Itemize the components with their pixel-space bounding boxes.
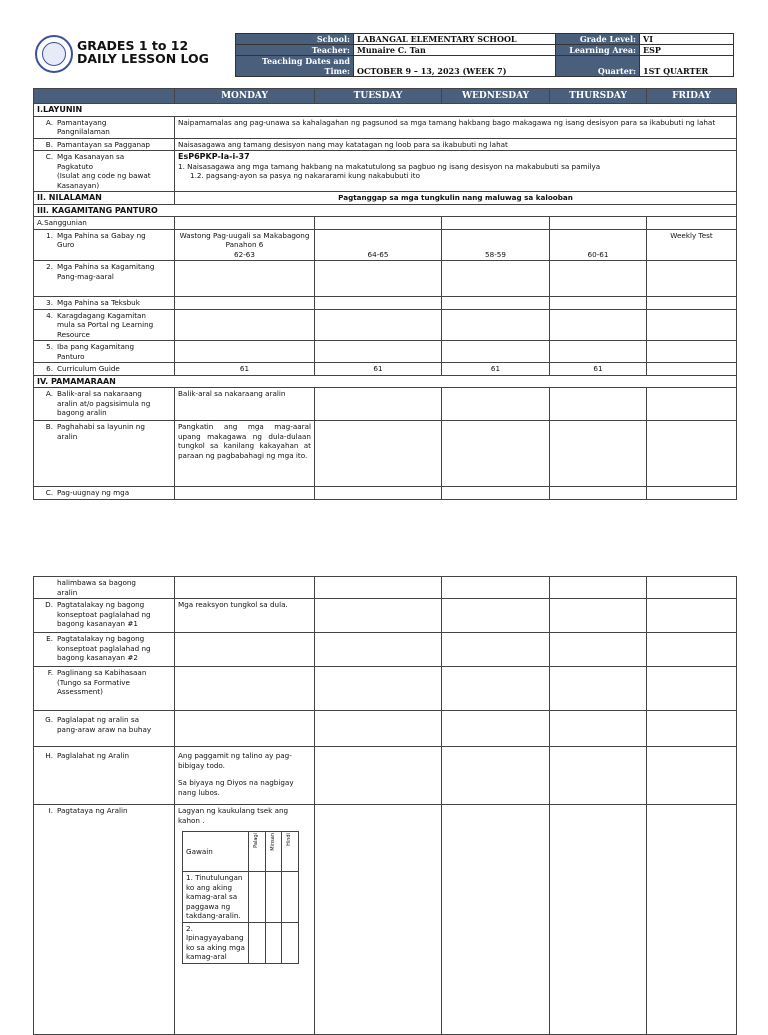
row-number: E. (46, 634, 53, 643)
row-text: halimbawa sa bagong aralin (57, 578, 136, 597)
thursday-pages: 60-61 (550, 229, 647, 261)
evaluation-header-always: Palagi (253, 833, 259, 848)
row-label (34, 633, 175, 667)
performance-standard: Naisasagawa ang tamang desisyon nang may katatagan ng loob para sa ikabubuti ng lahat (175, 138, 737, 151)
checkbox-cell[interactable] (249, 872, 266, 923)
row-label (34, 116, 175, 138)
row-label (34, 309, 175, 341)
row-label (34, 388, 175, 421)
day-header: MONDAY (175, 89, 315, 104)
row-number: I. (48, 806, 53, 815)
row-text: Iba pang Kagamitang Panturo (57, 342, 135, 361)
evaluation-column-header: Gawain (183, 832, 249, 872)
row-text: Pagtatalakay ng bagong konseptoat paglalahad ng bagong kasanayan #1 (57, 600, 151, 628)
lesson-table-page-2 (33, 576, 737, 1035)
guide-title: Wastong Pag-uugali sa Makabagong Panahon 6 (179, 230, 310, 249)
school-value: LABANGAL ELEMENTARY SCHOOL (354, 34, 556, 45)
evaluation-header-sometimes: Minsan (269, 833, 276, 851)
checkbox-cell[interactable] (282, 922, 299, 963)
row-number: D. (45, 600, 53, 609)
row-label (34, 487, 175, 500)
day-header: FRIDAY (647, 89, 737, 104)
section-pamamaraan: IV. PAMAMARAAN (34, 375, 737, 388)
header-info-table (235, 33, 734, 77)
row-label (34, 261, 175, 297)
row-text: Paglinang sa Kabihasaan (Tungo sa Formative Assessment) (57, 668, 147, 696)
row-text: Paglalahat ng Aralin (57, 751, 130, 760)
day-header: WEDNESDAY (442, 89, 550, 104)
row-number: C. (45, 488, 53, 497)
monday-discussion-1: Mga reaksyon tungkol sa dula. (175, 599, 315, 633)
row-text: Pamantayan sa Pagganap (57, 139, 150, 149)
row-text: Mga Pahina sa Gabay ng Guro (57, 230, 146, 249)
generalization-line-2: Sa biyaya ng Diyos na nagbigay nang lubos. (178, 778, 294, 797)
section-layunin: I.LAYUNIN (34, 104, 737, 117)
row-number: G. (45, 715, 53, 724)
row-text: Pagtataya ng Aralin (57, 806, 128, 815)
row-text: Balik-aral sa nakaraang aralin at/o pagsisimula ng bagong aralin (57, 389, 151, 417)
monday-generalization (175, 747, 315, 805)
evaluation-instruction: Lagyan ng kaukulang tsek ang kahon . (178, 806, 289, 825)
row-number: C. (45, 152, 53, 161)
row-text: Karagdagang Kagamitan mula sa Portal ng Learning Resource (57, 310, 154, 339)
title-line-2: DAILY LESSON LOG (77, 51, 209, 66)
row-text: Pag-uugnay ng mga (57, 488, 130, 497)
row-label (34, 599, 175, 633)
wednesday-cg: 61 (442, 363, 550, 376)
row-label (34, 747, 175, 805)
row-number: 6. (46, 364, 53, 373)
row-note: (Isulat ang code ng bawat Kasanayan) (57, 171, 151, 190)
row-text: Mga Pahina sa Kagamitang Pang-mag-aaral (57, 262, 155, 281)
row-label (34, 711, 175, 747)
row-number: A. (45, 389, 53, 398)
row-text: Mga Kasanayan sa Pagkatuto (57, 152, 125, 171)
row-label (34, 805, 175, 1035)
thursday-cg: 61 (550, 363, 647, 376)
row-label (34, 667, 175, 711)
row-text: Paglalapat ng aralin sa pang-araw araw na buhay (57, 715, 152, 734)
grade-value: VI (640, 34, 734, 45)
row-number: 4. (46, 310, 53, 320)
evaluation-item: 2. Ipinagyayabang ko sa aking mga kamag-aral (183, 922, 249, 963)
row-text: Pamantayang Pangnilalaman (57, 117, 110, 136)
monday-cg: 61 (175, 363, 315, 376)
row-label (34, 577, 175, 599)
monday-review: Balik-aral sa nakaraang aralin (175, 388, 315, 421)
content-value: Pagtanggap sa mga tungkulin nang maluwag sa kalooban (175, 192, 737, 205)
lesson-table-page-1 (33, 88, 737, 500)
monday-teacher-guide (175, 229, 315, 261)
section-nilalaman: II. NILALAMAN (34, 192, 175, 205)
tuesday-cg: 61 (315, 363, 442, 376)
competency-line-2: 1.2. pagsang-ayon sa pasya ng nakararami kung nakabubuti ito (190, 171, 421, 180)
checkbox-cell[interactable] (282, 872, 299, 923)
learning-competencies (175, 151, 737, 192)
competency-line-1: 1. Naisasagawa ang mga tamang hakbang na makatutulong sa pagbuo ng isang desisyon na makabubuti sa pamilya (178, 161, 601, 171)
row-label (34, 151, 175, 192)
wednesday-pages: 58-59 (442, 229, 550, 261)
dates-value: OCTOBER 9 – 13, 2023 (WEEK 7) (354, 56, 556, 77)
teacher-value: Munaire C. Tan (354, 45, 556, 56)
competency-code: EsP6PKP-Ia-i-37 (178, 152, 250, 161)
checkbox-cell[interactable] (265, 872, 282, 923)
friday-note: Weekly Test (647, 229, 737, 261)
monday-evaluation (175, 805, 315, 1035)
school-label: School: (236, 34, 354, 45)
row-text: Mga Pahina sa Teksbuk (57, 298, 140, 307)
quarter-value: 1ST QUARTER (640, 56, 734, 77)
area-label: Learning Area: (556, 45, 640, 56)
row-number: F. (47, 668, 53, 677)
checkbox-cell[interactable] (265, 922, 282, 963)
row-text: Paghahabi sa layunin ng aralin (57, 422, 145, 441)
grade-label: Grade Level: (556, 34, 640, 45)
row-number: 5. (46, 342, 53, 351)
row-label (34, 297, 175, 310)
row-label (34, 229, 175, 261)
row-text: Pagtatalakay ng bagong konseptoat paglalahad ng bagong kasanayan #2 (57, 634, 151, 662)
quarter-label: Quarter: (556, 56, 640, 77)
row-number: 1. (46, 230, 53, 240)
generalization-line-1: Ang paggamit ng talino ay pag-bibigay todo. (178, 751, 292, 770)
row-number: 3. (46, 298, 53, 307)
row-number: B. (45, 422, 53, 431)
row-label (34, 421, 175, 487)
monday-motivation: Pangkatin ang mga mag-aaral upang makagawa ng dula-dulaan tungkol sa kanilang kakayahan at paraan ng pagbabahagi ng mga ito. (175, 421, 315, 487)
document-title (77, 39, 209, 65)
row-label (34, 341, 175, 363)
content-standard: Naipamamalas ang pag-unawa sa kahalagahan ng pagsunod sa mga tamang hakbang bago makagawa ng isang desisyon para sa ikabubuti ng lahat (175, 116, 737, 138)
row-number: B. (45, 139, 53, 149)
row-text: Curriculum Guide (57, 364, 120, 373)
row-number: H. (45, 751, 53, 760)
evaluation-item: 1. Tinutulungan ko ang aking kamag-aral sa paggawa ng takdang-aralin. (183, 872, 249, 923)
sanggunian-label: A.Sanggunian (34, 217, 175, 230)
area-value: ESP (640, 45, 734, 56)
tuesday-pages: 64-65 (315, 229, 442, 261)
checkbox-cell[interactable] (249, 922, 266, 963)
evaluation-header-never: Hindi (286, 833, 292, 846)
day-header: THURSDAY (550, 89, 647, 104)
row-number: A. (45, 117, 53, 127)
corner-header (34, 89, 175, 104)
row-label (34, 363, 175, 376)
guide-pages: 62-63 (234, 249, 255, 259)
dates-label: Teaching Dates and Time: (236, 56, 354, 77)
day-header: TUESDAY (315, 89, 442, 104)
title-line-1: GRADES 1 to 12 (77, 38, 189, 53)
row-label (34, 138, 175, 151)
teacher-label: Teacher: (236, 45, 354, 56)
evaluation-table (182, 831, 299, 964)
deped-seal-icon (35, 35, 73, 73)
row-number: 2. (46, 262, 53, 271)
section-kagamitang-panturo: III. KAGAMITANG PANTURO (34, 204, 737, 217)
